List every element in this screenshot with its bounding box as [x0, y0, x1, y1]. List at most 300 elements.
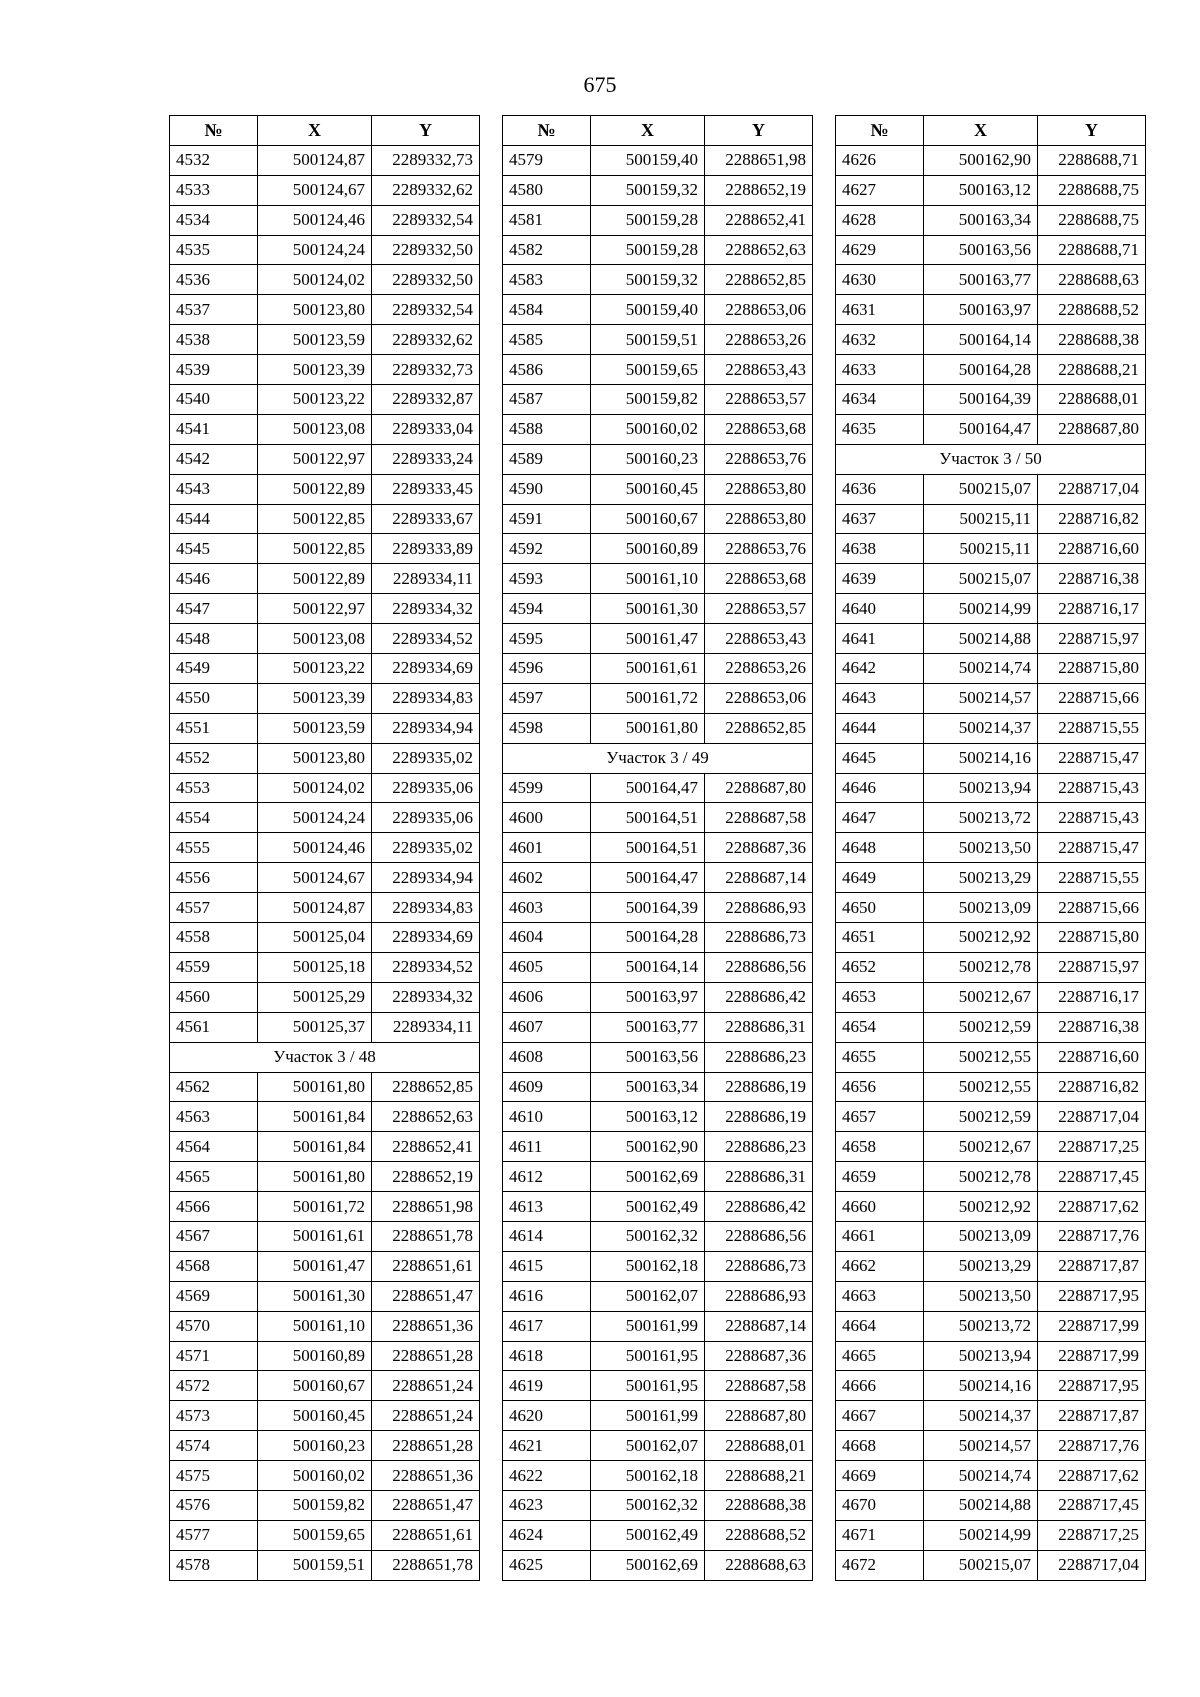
table-row [503, 594, 813, 624]
table-row [836, 982, 1146, 1012]
x-coordinate: 500122,89 [258, 564, 372, 594]
point-number: 4621 [503, 1431, 591, 1461]
point-number: 4544 [170, 504, 258, 534]
point-number: 4533 [170, 175, 258, 205]
x-coordinate: 500162,18 [591, 1461, 705, 1491]
table-row [836, 1072, 1146, 1102]
x-coordinate: 500122,97 [258, 444, 372, 474]
y-coordinate: 2289334,11 [372, 564, 480, 594]
section-row [170, 1042, 480, 1072]
table-row [503, 1281, 813, 1311]
y-coordinate: 2289332,50 [372, 235, 480, 265]
y-coordinate: 2289334,69 [372, 923, 480, 953]
x-coordinate: 500215,07 [924, 1550, 1038, 1580]
y-coordinate: 2289334,11 [372, 1012, 480, 1042]
table-row [836, 1012, 1146, 1042]
x-coordinate: 500212,59 [924, 1012, 1038, 1042]
x-coordinate: 500214,74 [924, 654, 1038, 684]
table-row [170, 1341, 480, 1371]
y-coordinate: 2288716,17 [1038, 982, 1146, 1012]
table-row [503, 923, 813, 953]
point-number: 4569 [170, 1281, 258, 1311]
y-coordinate: 2288686,56 [705, 952, 813, 982]
table-row [503, 654, 813, 684]
point-number: 4554 [170, 803, 258, 833]
table-row [503, 1341, 813, 1371]
x-coordinate: 500123,39 [258, 355, 372, 385]
y-coordinate: 2288651,61 [372, 1520, 480, 1550]
x-coordinate: 500160,23 [258, 1431, 372, 1461]
point-number: 4552 [170, 743, 258, 773]
table-row [170, 683, 480, 713]
table-row [836, 654, 1146, 684]
header-x: X [924, 116, 1038, 146]
table-row [836, 1341, 1146, 1371]
x-coordinate: 500163,12 [924, 175, 1038, 205]
point-number: 4547 [170, 594, 258, 624]
point-number: 4632 [836, 325, 924, 355]
table-row [170, 773, 480, 803]
y-coordinate: 2288715,43 [1038, 773, 1146, 803]
point-number: 4611 [503, 1132, 591, 1162]
table-row [170, 1162, 480, 1192]
point-number: 4534 [170, 205, 258, 235]
point-number: 4614 [503, 1221, 591, 1251]
point-number: 4663 [836, 1281, 924, 1311]
table-row [503, 1461, 813, 1491]
point-number: 4589 [503, 444, 591, 474]
table-row [836, 1520, 1146, 1550]
x-coordinate: 500123,22 [258, 654, 372, 684]
x-coordinate: 500163,77 [591, 1012, 705, 1042]
x-coordinate: 500161,61 [258, 1221, 372, 1251]
point-number: 4590 [503, 474, 591, 504]
table-row [170, 624, 480, 654]
x-coordinate: 500212,55 [924, 1042, 1038, 1072]
point-number: 4644 [836, 713, 924, 743]
table-row [170, 1132, 480, 1162]
y-coordinate: 2288716,82 [1038, 504, 1146, 534]
x-coordinate: 500122,97 [258, 594, 372, 624]
y-coordinate: 2288651,28 [372, 1431, 480, 1461]
page-number: 675 [583, 72, 617, 97]
x-coordinate: 500124,02 [258, 265, 372, 295]
table-row [836, 833, 1146, 863]
point-number: 4584 [503, 295, 591, 325]
table-row [836, 773, 1146, 803]
table-row [170, 414, 480, 444]
table-row [836, 1311, 1146, 1341]
table-row [503, 265, 813, 295]
x-coordinate: 500123,22 [258, 385, 372, 415]
point-number: 4623 [503, 1490, 591, 1520]
point-number: 4542 [170, 444, 258, 474]
y-coordinate: 2289334,83 [372, 683, 480, 713]
point-number: 4606 [503, 982, 591, 1012]
y-coordinate: 2288716,60 [1038, 1042, 1146, 1072]
point-number: 4648 [836, 833, 924, 863]
table-row [503, 624, 813, 654]
table-row [170, 205, 480, 235]
y-coordinate: 2288688,52 [1038, 295, 1146, 325]
y-coordinate: 2289335,02 [372, 743, 480, 773]
y-coordinate: 2288686,31 [705, 1162, 813, 1192]
x-coordinate: 500160,02 [258, 1461, 372, 1491]
y-coordinate: 2288715,80 [1038, 654, 1146, 684]
point-number: 4635 [836, 414, 924, 444]
y-coordinate: 2288653,76 [705, 534, 813, 564]
table-row [503, 952, 813, 982]
table-row [836, 1281, 1146, 1311]
point-number: 4600 [503, 803, 591, 833]
y-coordinate: 2288653,68 [705, 414, 813, 444]
table-row [836, 145, 1146, 175]
y-coordinate: 2288653,80 [705, 504, 813, 534]
x-coordinate: 500124,24 [258, 235, 372, 265]
table-row [503, 474, 813, 504]
point-number: 4666 [836, 1371, 924, 1401]
point-number: 4597 [503, 683, 591, 713]
y-coordinate: 2288651,24 [372, 1371, 480, 1401]
table-row [170, 474, 480, 504]
point-number: 4586 [503, 355, 591, 385]
table-row [836, 893, 1146, 923]
point-number: 4602 [503, 863, 591, 893]
x-coordinate: 500164,28 [591, 923, 705, 953]
x-coordinate: 500164,14 [591, 952, 705, 982]
table-row [170, 1012, 480, 1042]
x-coordinate: 500125,04 [258, 923, 372, 953]
x-coordinate: 500213,50 [924, 1281, 1038, 1311]
point-number: 4559 [170, 952, 258, 982]
x-coordinate: 500164,51 [591, 803, 705, 833]
point-number: 4545 [170, 534, 258, 564]
table-row [503, 1192, 813, 1222]
x-coordinate: 500159,82 [591, 385, 705, 415]
table-row [503, 773, 813, 803]
y-coordinate: 2288686,73 [705, 1251, 813, 1281]
point-number: 4563 [170, 1102, 258, 1132]
y-coordinate: 2288652,19 [705, 175, 813, 205]
y-coordinate: 2289334,52 [372, 624, 480, 654]
x-coordinate: 500160,02 [591, 414, 705, 444]
x-coordinate: 500123,80 [258, 743, 372, 773]
table-row [170, 1311, 480, 1341]
y-coordinate: 2289334,32 [372, 594, 480, 624]
x-coordinate: 500214,57 [924, 683, 1038, 713]
point-number: 4598 [503, 713, 591, 743]
y-coordinate: 2289335,06 [372, 773, 480, 803]
x-coordinate: 500213,09 [924, 1221, 1038, 1251]
x-coordinate: 500162,32 [591, 1221, 705, 1251]
x-coordinate: 500163,77 [924, 265, 1038, 295]
y-coordinate: 2288651,24 [372, 1401, 480, 1431]
table-row [170, 1102, 480, 1132]
x-coordinate: 500214,16 [924, 743, 1038, 773]
header-x: X [258, 116, 372, 146]
point-number: 4551 [170, 713, 258, 743]
x-coordinate: 500161,84 [258, 1132, 372, 1162]
y-coordinate: 2288717,87 [1038, 1401, 1146, 1431]
x-coordinate: 500159,82 [258, 1490, 372, 1520]
point-number: 4652 [836, 952, 924, 982]
table-row [836, 1162, 1146, 1192]
y-coordinate: 2288717,87 [1038, 1251, 1146, 1281]
table-row [836, 1132, 1146, 1162]
y-coordinate: 2288717,62 [1038, 1461, 1146, 1491]
x-coordinate: 500215,07 [924, 564, 1038, 594]
x-coordinate: 500159,32 [591, 175, 705, 205]
y-coordinate: 2288688,63 [705, 1550, 813, 1580]
point-number: 4650 [836, 893, 924, 923]
x-coordinate: 500161,80 [258, 1162, 372, 1192]
y-coordinate: 2288688,63 [1038, 265, 1146, 295]
x-coordinate: 500161,99 [591, 1401, 705, 1431]
x-coordinate: 500213,29 [924, 863, 1038, 893]
table-row [170, 863, 480, 893]
y-coordinate: 2288717,95 [1038, 1371, 1146, 1401]
y-coordinate: 2288652,41 [705, 205, 813, 235]
y-coordinate: 2289333,04 [372, 414, 480, 444]
point-number: 4634 [836, 385, 924, 415]
point-number: 4656 [836, 1072, 924, 1102]
x-coordinate: 500161,30 [258, 1281, 372, 1311]
point-number: 4646 [836, 773, 924, 803]
table-row [836, 564, 1146, 594]
y-coordinate: 2289332,54 [372, 295, 480, 325]
x-coordinate: 500122,89 [258, 474, 372, 504]
x-coordinate: 500124,02 [258, 773, 372, 803]
table-row [503, 1132, 813, 1162]
x-coordinate: 500124,87 [258, 145, 372, 175]
table-row [836, 743, 1146, 773]
point-number: 4655 [836, 1042, 924, 1072]
y-coordinate: 2288653,43 [705, 624, 813, 654]
y-coordinate: 2288653,43 [705, 355, 813, 385]
point-number: 4613 [503, 1192, 591, 1222]
point-number: 4609 [503, 1072, 591, 1102]
table-row [503, 893, 813, 923]
y-coordinate: 2288652,41 [372, 1132, 480, 1162]
table-row [503, 355, 813, 385]
table-row [836, 1550, 1146, 1580]
point-number: 4662 [836, 1251, 924, 1281]
point-number: 4628 [836, 205, 924, 235]
point-number: 4624 [503, 1520, 591, 1550]
x-coordinate: 500161,95 [591, 1371, 705, 1401]
y-coordinate: 2288715,80 [1038, 923, 1146, 953]
table-row [836, 355, 1146, 385]
table-row [836, 683, 1146, 713]
y-coordinate: 2289335,02 [372, 833, 480, 863]
x-coordinate: 500213,94 [924, 773, 1038, 803]
point-number: 4605 [503, 952, 591, 982]
table-row [170, 952, 480, 982]
y-coordinate: 2289333,45 [372, 474, 480, 504]
table-row [503, 1162, 813, 1192]
table-row [170, 145, 480, 175]
x-coordinate: 500160,89 [258, 1341, 372, 1371]
x-coordinate: 500124,67 [258, 175, 372, 205]
point-number: 4639 [836, 564, 924, 594]
y-coordinate: 2288717,99 [1038, 1341, 1146, 1371]
y-coordinate: 2288686,56 [705, 1221, 813, 1251]
y-coordinate: 2288651,36 [372, 1461, 480, 1491]
point-number: 4595 [503, 624, 591, 654]
table-row [503, 1550, 813, 1580]
table-row [170, 1401, 480, 1431]
y-coordinate: 2289334,52 [372, 952, 480, 982]
y-coordinate: 2288715,97 [1038, 624, 1146, 654]
table-row [503, 325, 813, 355]
point-number: 4671 [836, 1520, 924, 1550]
x-coordinate: 500163,56 [924, 235, 1038, 265]
x-coordinate: 500213,72 [924, 1311, 1038, 1341]
table-row [503, 504, 813, 534]
x-coordinate: 500161,99 [591, 1311, 705, 1341]
x-coordinate: 500214,99 [924, 1520, 1038, 1550]
point-number: 4604 [503, 923, 591, 953]
x-coordinate: 500125,29 [258, 982, 372, 1012]
x-coordinate: 500163,56 [591, 1042, 705, 1072]
section-title: Участок 3 / 49 [503, 743, 813, 773]
point-number: 4557 [170, 893, 258, 923]
x-coordinate: 500162,90 [591, 1132, 705, 1162]
table-row [836, 1371, 1146, 1401]
point-number: 4581 [503, 205, 591, 235]
y-coordinate: 2288688,71 [1038, 145, 1146, 175]
y-coordinate: 2289333,24 [372, 444, 480, 474]
section-row [503, 743, 813, 773]
y-coordinate: 2288653,26 [705, 654, 813, 684]
section-title: Участок 3 / 50 [836, 444, 1146, 474]
x-coordinate: 500162,32 [591, 1490, 705, 1520]
point-number: 4612 [503, 1162, 591, 1192]
y-coordinate: 2288686,19 [705, 1102, 813, 1132]
table-row [503, 1072, 813, 1102]
table-row [170, 1072, 480, 1102]
point-number: 4572 [170, 1371, 258, 1401]
point-number: 4560 [170, 982, 258, 1012]
point-number: 4596 [503, 654, 591, 684]
table-row [836, 1192, 1146, 1222]
point-number: 4672 [836, 1550, 924, 1580]
y-coordinate: 2288687,58 [705, 1371, 813, 1401]
y-coordinate: 2288686,42 [705, 1192, 813, 1222]
x-coordinate: 500124,46 [258, 833, 372, 863]
section-row [836, 444, 1146, 474]
point-number: 4640 [836, 594, 924, 624]
point-number: 4573 [170, 1401, 258, 1431]
x-coordinate: 500160,67 [591, 504, 705, 534]
table-row [503, 1012, 813, 1042]
table-row [170, 355, 480, 385]
x-coordinate: 500163,97 [591, 982, 705, 1012]
point-number: 4538 [170, 325, 258, 355]
table-row [836, 1221, 1146, 1251]
y-coordinate: 2288716,82 [1038, 1072, 1146, 1102]
y-coordinate: 2288717,95 [1038, 1281, 1146, 1311]
point-number: 4638 [836, 534, 924, 564]
table-row [170, 444, 480, 474]
point-number: 4579 [503, 145, 591, 175]
y-coordinate: 2289334,83 [372, 893, 480, 923]
y-coordinate: 2288653,80 [705, 474, 813, 504]
y-coordinate: 2289332,73 [372, 355, 480, 385]
coordinates-table-3 [835, 115, 1146, 1581]
x-coordinate: 500122,85 [258, 504, 372, 534]
y-coordinate: 2288715,47 [1038, 743, 1146, 773]
table-row [503, 205, 813, 235]
y-coordinate: 2288688,21 [1038, 355, 1146, 385]
point-number: 4625 [503, 1550, 591, 1580]
table-row [836, 265, 1146, 295]
x-coordinate: 500214,74 [924, 1461, 1038, 1491]
y-coordinate: 2288717,99 [1038, 1311, 1146, 1341]
point-number: 4576 [170, 1490, 258, 1520]
y-coordinate: 2289334,94 [372, 863, 480, 893]
x-coordinate: 500164,28 [924, 355, 1038, 385]
point-number: 4667 [836, 1401, 924, 1431]
header-y: Y [1038, 116, 1146, 146]
y-coordinate: 2289332,54 [372, 205, 480, 235]
table-row [170, 1550, 480, 1580]
x-coordinate: 500162,69 [591, 1550, 705, 1580]
point-number: 4549 [170, 654, 258, 684]
x-coordinate: 500162,07 [591, 1431, 705, 1461]
x-coordinate: 500162,49 [591, 1192, 705, 1222]
point-number: 4636 [836, 474, 924, 504]
y-coordinate: 2289333,89 [372, 534, 480, 564]
table-row [503, 444, 813, 474]
table-row [503, 1102, 813, 1132]
table-row [170, 534, 480, 564]
x-coordinate: 500212,55 [924, 1072, 1038, 1102]
table-row [170, 743, 480, 773]
point-number: 4647 [836, 803, 924, 833]
y-coordinate: 2289335,06 [372, 803, 480, 833]
x-coordinate: 500164,39 [591, 893, 705, 923]
x-coordinate: 500159,28 [591, 205, 705, 235]
point-number: 4591 [503, 504, 591, 534]
point-number: 4565 [170, 1162, 258, 1192]
y-coordinate: 2289332,87 [372, 385, 480, 415]
x-coordinate: 500162,18 [591, 1251, 705, 1281]
x-coordinate: 500164,51 [591, 833, 705, 863]
table-row [170, 1461, 480, 1491]
y-coordinate: 2288687,80 [1038, 414, 1146, 444]
point-number: 4668 [836, 1431, 924, 1461]
point-number: 4555 [170, 833, 258, 863]
table-row [503, 385, 813, 415]
y-coordinate: 2289332,62 [372, 175, 480, 205]
x-coordinate: 500214,88 [924, 624, 1038, 654]
x-coordinate: 500123,59 [258, 325, 372, 355]
x-coordinate: 500212,78 [924, 1162, 1038, 1192]
table-row [503, 564, 813, 594]
y-coordinate: 2288716,17 [1038, 594, 1146, 624]
table-row [503, 1221, 813, 1251]
table-row [836, 952, 1146, 982]
y-coordinate: 2289334,32 [372, 982, 480, 1012]
y-coordinate: 2288717,04 [1038, 474, 1146, 504]
x-coordinate: 500162,90 [924, 145, 1038, 175]
y-coordinate: 2288652,19 [372, 1162, 480, 1192]
table-row [836, 325, 1146, 355]
point-number: 4643 [836, 683, 924, 713]
point-number: 4567 [170, 1221, 258, 1251]
point-number: 4571 [170, 1341, 258, 1371]
